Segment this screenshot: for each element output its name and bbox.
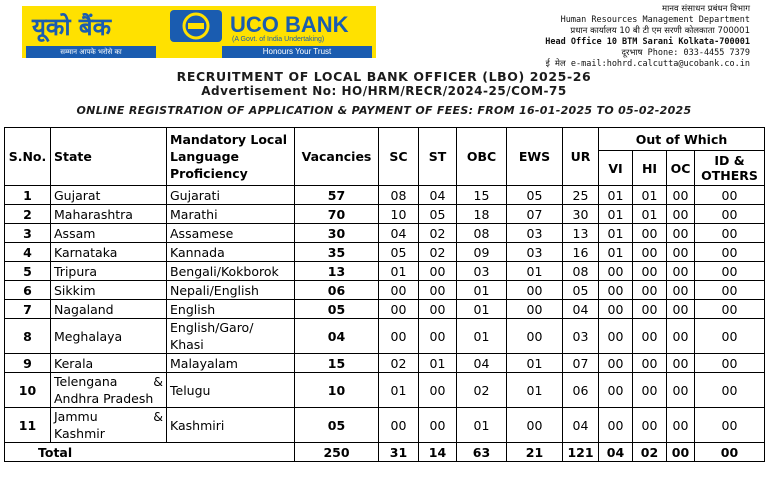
cell-sc: 08 xyxy=(379,186,419,205)
cell-obc: 18 xyxy=(457,205,507,224)
cell-id-others: 00 xyxy=(695,300,765,319)
address-dept-english: Human Resources Management Department xyxy=(560,15,750,25)
cell-ur: 04 xyxy=(563,408,599,443)
state-second-line: Andhra Pradesh xyxy=(54,391,154,406)
cell-ews: 03 xyxy=(507,224,563,243)
cell-obc: 01 xyxy=(457,408,507,443)
cell-sno: 11 xyxy=(5,408,51,443)
cell-language: Nepali/English xyxy=(167,281,295,300)
cell-state xyxy=(51,373,167,408)
header-oc: OC xyxy=(667,151,695,186)
cell-ews: 01 xyxy=(507,262,563,281)
cell-obc: 03 xyxy=(457,262,507,281)
table-row xyxy=(5,373,765,408)
cell-hi: 00 xyxy=(633,262,667,281)
cell-hi: 00 xyxy=(633,354,667,373)
cell-language: English/Garo/ Khasi xyxy=(167,319,295,354)
cell-ews: 00 xyxy=(507,319,563,354)
cell-st: 00 xyxy=(419,281,457,300)
cell-sno: 1 xyxy=(5,186,51,205)
cell-ur: 06 xyxy=(563,373,599,408)
cell-sno: 7 xyxy=(5,300,51,319)
cell-ews: 01 xyxy=(507,354,563,373)
cell-language: English xyxy=(167,300,295,319)
address-email: ई मेल e-mail:hohrd.calcutta@ucobank.co.in xyxy=(545,59,750,69)
cell-id-others: 00 xyxy=(695,354,765,373)
cell-language: Assamese xyxy=(167,224,295,243)
cell-oc: 00 xyxy=(667,319,695,354)
total-vi: 04 xyxy=(599,443,633,462)
state-second-line: Kashmir xyxy=(54,426,105,441)
vacancy-table xyxy=(4,127,765,462)
cell-obc: 09 xyxy=(457,243,507,262)
cell-sno: 6 xyxy=(5,281,51,300)
cell-hi: 00 xyxy=(633,373,667,408)
cell-sno: 2 xyxy=(5,205,51,224)
cell-oc: 00 xyxy=(667,224,695,243)
cell-sno: 10 xyxy=(5,373,51,408)
cell-st: 05 xyxy=(419,205,457,224)
total-st: 14 xyxy=(419,443,457,462)
cell-vi: 01 xyxy=(599,186,633,205)
document-header xyxy=(0,0,768,122)
cell-hi: 00 xyxy=(633,243,667,262)
cell-id-others: 00 xyxy=(695,319,765,354)
cell-obc: 02 xyxy=(457,373,507,408)
header-obc: OBC xyxy=(457,128,507,186)
cell-oc: 00 xyxy=(667,281,695,300)
total-oc: 00 xyxy=(667,443,695,462)
cell-vacancies: 57 xyxy=(295,186,379,205)
cell-ews: 00 xyxy=(507,281,563,300)
address-phone: दूरभाष Phone: 033-4455 7379 xyxy=(621,48,750,58)
cell-st: 01 xyxy=(419,354,457,373)
logo-hindi-text: यूको बैंक xyxy=(32,13,112,41)
state-ampersand: & xyxy=(153,409,163,424)
cell-ews: 01 xyxy=(507,373,563,408)
cell-language: Kashmiri xyxy=(167,408,295,443)
header-id-others: ID & OTHERS xyxy=(695,151,765,186)
total-hi: 02 xyxy=(633,443,667,462)
logo-hindi-tagline: सम्मान आपके भरोसे का xyxy=(26,46,156,58)
header-language: Mandatory Local Language Proficiency xyxy=(167,128,295,186)
cell-ur: 30 xyxy=(563,205,599,224)
cell-st: 04 xyxy=(419,186,457,205)
table-row xyxy=(5,408,765,443)
cell-ur: 03 xyxy=(563,319,599,354)
cell-vacancies: 15 xyxy=(295,354,379,373)
cell-vi: 01 xyxy=(599,224,633,243)
cell-ur: 05 xyxy=(563,281,599,300)
cell-id-others: 00 xyxy=(695,224,765,243)
cell-id-others: 00 xyxy=(695,186,765,205)
cell-oc: 00 xyxy=(667,300,695,319)
logo-english-text: UCO BANK xyxy=(230,12,349,37)
cell-language: Bengali/Kokborok xyxy=(167,262,295,281)
cell-vacancies: 30 xyxy=(295,224,379,243)
cell-vi: 00 xyxy=(599,281,633,300)
cell-state: Tripura xyxy=(51,262,167,281)
uco-bank-logo xyxy=(22,6,376,58)
cell-state: Karnataka xyxy=(51,243,167,262)
cell-vi: 01 xyxy=(599,205,633,224)
cell-vacancies: 35 xyxy=(295,243,379,262)
cell-ur: 04 xyxy=(563,300,599,319)
cell-sc: 02 xyxy=(379,354,419,373)
table-row xyxy=(5,224,765,243)
cell-ews: 03 xyxy=(507,243,563,262)
address-office-english: Head Office 10 BTM Sarani Kolkata-700001 xyxy=(545,37,750,47)
cell-hi: 01 xyxy=(633,205,667,224)
header-vi: VI xyxy=(599,151,633,186)
cell-state: Maharashtra xyxy=(51,205,167,224)
cell-sno: 3 xyxy=(5,224,51,243)
header-ews: EWS xyxy=(507,128,563,186)
total-label-text: Total xyxy=(38,444,73,460)
table-header-row xyxy=(5,128,765,151)
total-vacancies: 250 xyxy=(295,443,379,462)
table-row xyxy=(5,354,765,373)
cell-vi: 00 xyxy=(599,354,633,373)
cell-st: 02 xyxy=(419,224,457,243)
cell-vi: 01 xyxy=(599,243,633,262)
table-total-row xyxy=(5,443,765,462)
cell-ews: 07 xyxy=(507,205,563,224)
cell-obc: 15 xyxy=(457,186,507,205)
cell-id-others: 00 xyxy=(695,262,765,281)
cell-vacancies: 70 xyxy=(295,205,379,224)
cell-language: Telugu xyxy=(167,373,295,408)
cell-ews: 00 xyxy=(507,300,563,319)
cell-state: Gujarat xyxy=(51,186,167,205)
cell-st: 00 xyxy=(419,300,457,319)
header-sc: SC xyxy=(379,128,419,186)
cell-sc: 00 xyxy=(379,281,419,300)
cell-state: Kerala xyxy=(51,354,167,373)
cell-st: 02 xyxy=(419,243,457,262)
cell-sc: 00 xyxy=(379,408,419,443)
cell-vi: 00 xyxy=(599,319,633,354)
cell-sc: 00 xyxy=(379,319,419,354)
cell-obc: 01 xyxy=(457,300,507,319)
cell-state: Meghalaya xyxy=(51,319,167,354)
cell-vacancies: 13 xyxy=(295,262,379,281)
cell-hi: 00 xyxy=(633,408,667,443)
cell-ur: 25 xyxy=(563,186,599,205)
cell-state: Assam xyxy=(51,224,167,243)
header-st: ST xyxy=(419,128,457,186)
cell-st: 00 xyxy=(419,408,457,443)
cell-sno: 8 xyxy=(5,319,51,354)
cell-ur: 07 xyxy=(563,354,599,373)
cell-ur: 13 xyxy=(563,224,599,243)
cell-id-others: 00 xyxy=(695,243,765,262)
cell-hi: 00 xyxy=(633,300,667,319)
header-ur: UR xyxy=(563,128,599,186)
total-sc: 31 xyxy=(379,443,419,462)
cell-sc: 01 xyxy=(379,373,419,408)
cell-oc: 00 xyxy=(667,354,695,373)
cell-id-others: 00 xyxy=(695,408,765,443)
header-vacancies: Vacancies xyxy=(295,128,379,186)
header-out-of-which: Out of Which xyxy=(599,128,765,151)
cell-oc: 00 xyxy=(667,373,695,408)
cell-state: Sikkim xyxy=(51,281,167,300)
cell-sc: 04 xyxy=(379,224,419,243)
cell-oc: 00 xyxy=(667,205,695,224)
cell-ews: 00 xyxy=(507,408,563,443)
table-row xyxy=(5,300,765,319)
registration-dates: ONLINE REGISTRATION OF APPLICATION & PAYMENT OF FEES: FROM 16-01-2025 TO 05-02-2025 xyxy=(76,104,692,117)
table-row xyxy=(5,281,765,300)
total-obc: 63 xyxy=(457,443,507,462)
table-row xyxy=(5,186,765,205)
table-row xyxy=(5,205,765,224)
total-label xyxy=(5,443,295,462)
cell-st: 00 xyxy=(419,319,457,354)
cell-language: Gujarati xyxy=(167,186,295,205)
cell-vi: 00 xyxy=(599,408,633,443)
cell-st: 00 xyxy=(419,373,457,408)
cell-language: Marathi xyxy=(167,205,295,224)
cell-ur: 08 xyxy=(563,262,599,281)
cell-id-others: 00 xyxy=(695,281,765,300)
cell-state: Nagaland xyxy=(51,300,167,319)
cell-oc: 00 xyxy=(667,243,695,262)
table-row xyxy=(5,319,765,354)
cell-ur: 16 xyxy=(563,243,599,262)
cell-sno: 9 xyxy=(5,354,51,373)
header-sno: S.No. xyxy=(5,128,51,186)
address-dept-hindi: मानव संसाधन प्रबंधन विभाग xyxy=(662,4,750,14)
cell-sno: 4 xyxy=(5,243,51,262)
cell-sno: 5 xyxy=(5,262,51,281)
advertisement-number: Advertisement No: HO/HRM/RECR/2024-25/COM-75 xyxy=(201,84,567,98)
table-row xyxy=(5,243,765,262)
cell-hi: 00 xyxy=(633,224,667,243)
cell-id-others: 00 xyxy=(695,373,765,408)
header-state: State xyxy=(51,128,167,186)
cell-oc: 00 xyxy=(667,408,695,443)
state-first-word: Jammu xyxy=(54,409,98,424)
cell-oc: 00 xyxy=(667,186,695,205)
state-ampersand: & xyxy=(153,374,163,389)
cell-hi: 00 xyxy=(633,319,667,354)
uco-emblem-icon xyxy=(170,10,222,42)
address-office-hindi: प्रधान कार्यालय 10 बी टी एम सरणी कोलकाता 700001 xyxy=(570,26,750,36)
cell-oc: 00 xyxy=(667,262,695,281)
total-ur: 121 xyxy=(563,443,599,462)
cell-obc: 01 xyxy=(457,281,507,300)
cell-state xyxy=(51,408,167,443)
total-ews: 21 xyxy=(507,443,563,462)
cell-vi: 00 xyxy=(599,300,633,319)
head-office-address xyxy=(410,4,750,70)
cell-vacancies: 05 xyxy=(295,300,379,319)
cell-hi: 01 xyxy=(633,186,667,205)
cell-sc: 00 xyxy=(379,300,419,319)
cell-sc: 10 xyxy=(379,205,419,224)
recruitment-title: RECRUITMENT OF LOCAL BANK OFFICER (LBO) 2025-26 xyxy=(176,69,592,84)
cell-vacancies: 06 xyxy=(295,281,379,300)
cell-id-others: 00 xyxy=(695,205,765,224)
state-first-word: Telengana xyxy=(54,374,118,389)
logo-english-subtext: (A Govt. of India Undertaking) xyxy=(232,36,325,43)
cell-language: Malayalam xyxy=(167,354,295,373)
cell-hi: 00 xyxy=(633,281,667,300)
cell-st: 00 xyxy=(419,262,457,281)
cell-obc: 08 xyxy=(457,224,507,243)
cell-vacancies: 05 xyxy=(295,408,379,443)
table-row xyxy=(5,262,765,281)
cell-sc: 01 xyxy=(379,262,419,281)
cell-vacancies: 04 xyxy=(295,319,379,354)
cell-language: Kannada xyxy=(167,243,295,262)
cell-obc: 01 xyxy=(457,319,507,354)
cell-ews: 05 xyxy=(507,186,563,205)
cell-vi: 00 xyxy=(599,373,633,408)
logo-english-tagline: Honours Your Trust xyxy=(222,46,372,58)
cell-obc: 04 xyxy=(457,354,507,373)
cell-sc: 05 xyxy=(379,243,419,262)
total-id-others: 00 xyxy=(695,443,765,462)
cell-vacancies: 10 xyxy=(295,373,379,408)
cell-vi: 00 xyxy=(599,262,633,281)
header-hi: HI xyxy=(633,151,667,186)
